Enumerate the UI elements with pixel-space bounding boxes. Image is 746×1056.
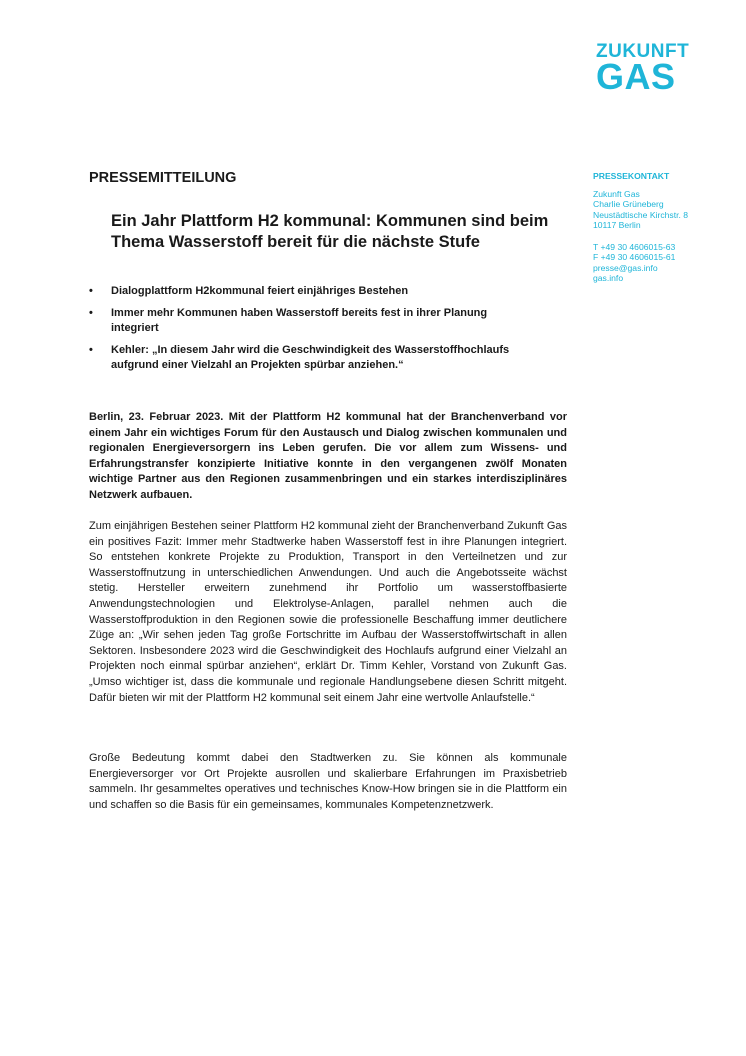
document-type-label: PRESSEMITTEILUNG — [89, 170, 237, 186]
contact-phone: T +49 30 4606015-63 — [593, 241, 676, 252]
body-paragraph-2: Große Bedeutung kommt dabei den Stadtwerken zu. Sie können als kommunale Energieversorger vor Ort Projekte ausrollen und skalierbare Erfahrungen im Praxisbetrieb sammeln. Ihr gesammeltes operatives und technisches Know-How bringen sie in die Plattform ein und schaffen so die Basis für ein gemeinsames, kommunales Kompetenznetzwerk. — [89, 752, 567, 811]
press-release-headline: Ein Jahr Plattform H2 kommunal: Kommunen sind beim Thema Wasserstoff bereit für die nächste Stufe — [111, 212, 549, 251]
key-points-list — [89, 284, 519, 380]
key-point-text: Immer mehr Kommunen haben Wasserstoff bereits fest in ihrer Planung integriert — [111, 307, 488, 334]
logo-line-2: GAS — [596, 56, 676, 97]
key-point-item — [89, 343, 519, 373]
contact-person: Charlie Grüneberg — [593, 199, 664, 209]
contact-fax: F +49 30 4606015-61 — [593, 252, 676, 262]
key-point-item — [89, 306, 519, 336]
body-paragraph-1: Zum einjährigen Bestehen seiner Plattform H2 kommunal zieht der Branchenverband Zukunft Gas ein positives Fazit: Immer mehr Stadtwerke haben Wasserstoff fest in ihre Planungen integriert. So entstehen konkrete Projekte zu Produktion, Transport in den Verteilnetzen und zur Wasserstoffnutzung in unterschiedlichen Anwendungen. Und auch die Angebotsseite wächst stetig. Hersteller erweitern zunehmend ihr Portfolio um wasserstoffbasierte Anwendungstechnologien und Elektrolyse-Anlagen, parallel nehmen auch die Wasserstoffproduktion in den Regionen sowie die professionelle Beschaffung immer deutlichere Züge an: „Wir sehen jeden Tag große Fortschritte im Aufbau der Wasserstoffwirtschaft in allen Sektoren. Insbesondere 2023 wird die Geschwindigkeit des Hochlaufs aufgrund einer Vielzahl an Projekten noch einmal spürbar anziehen“, erklärt Dr. Timm Kehler, Vorstand von Zukunft Gas. „Umso wichtiger ist, dass die kommunale und regionale Handlungsebene diesen Schritt mitgeht. Dafür bieten wir mit der Plattform H2 kommunal seit einem Jahr eine wertvolle Anlaufstelle.“ — [89, 520, 567, 704]
contact-web-link[interactable]: gas.info — [593, 273, 624, 283]
contact-email-link[interactable]: presse@gas.info — [593, 262, 658, 273]
contact-street: Neustädtische Kirchstr. 8 — [593, 209, 689, 220]
bullet-dot-icon: • — [89, 344, 93, 356]
contact-spacer — [593, 231, 733, 242]
press-contact — [593, 171, 733, 284]
press-contact-heading: PRESSEKONTAKT — [593, 171, 670, 181]
bullet-dot-icon: • — [89, 307, 93, 319]
contact-org: Zukunft Gas — [593, 188, 640, 199]
key-point-item — [89, 284, 519, 299]
zukunft-gas-logo — [596, 42, 689, 95]
contact-city: 10117 Berlin — [593, 220, 641, 230]
lead-paragraph: Berlin, 23. Februar 2023. Mit der Plattform H2 kommunal hat der Branchenverband vor einem Jahr ein wichtiges Forum für den Austausch und Dialog zwischen kommunalen und regionalen Energieversorgern ins Leben gerufen. Die vor allem zum Wissens- und Erfahrungstransfer konzipierte Initiative konnte in den vergangenen zwölf Monaten wichtige Partner aus den Regionen zusammenbringen und ein starkes interdisziplinäres Netzwerk aufbauen. — [89, 411, 567, 501]
key-point-text: Dialogplattform H2kommunal feiert einjähriges Bestehen — [111, 285, 409, 297]
key-point-text: Kehler: „In diesem Jahr wird die Geschwindigkeit des Wasserstoffhochlaufs aufgrund einer Vielzahl an Projekten spürbar anziehen.“ — [111, 344, 510, 371]
logo-line-1: ZUKUNFT — [596, 41, 690, 62]
bullet-dot-icon: • — [89, 285, 93, 297]
